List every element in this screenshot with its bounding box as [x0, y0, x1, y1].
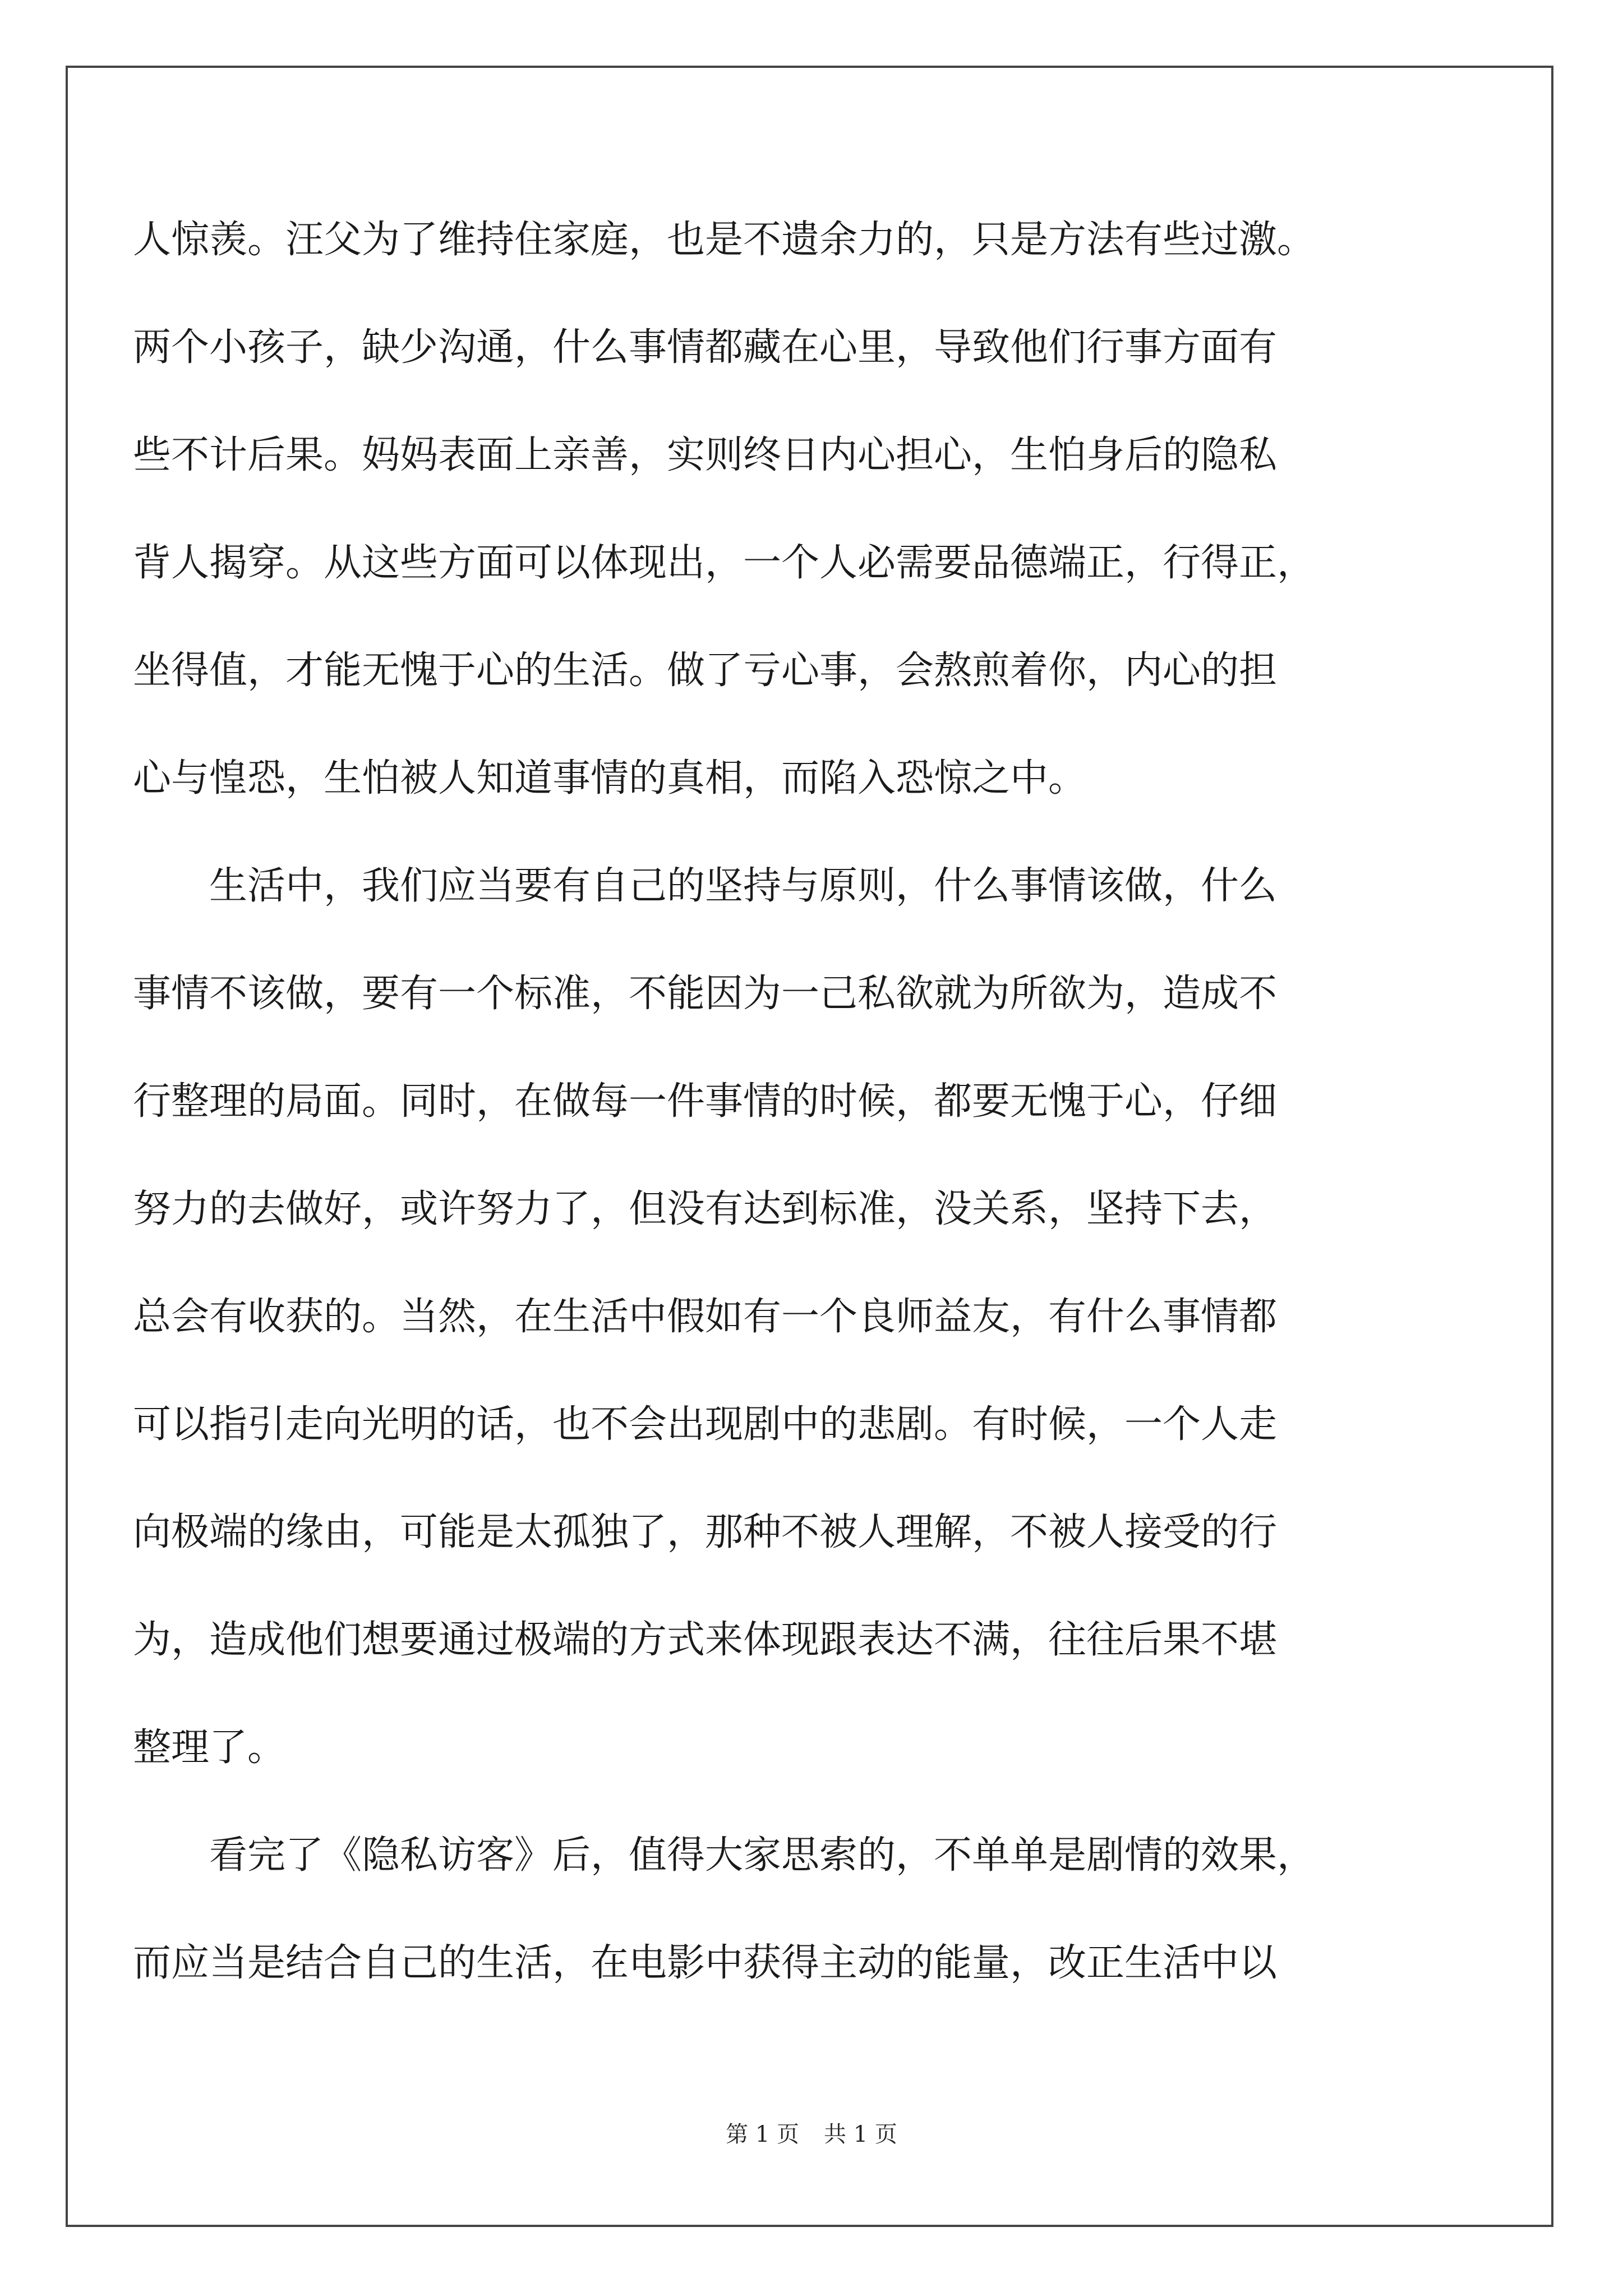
text-line: 些不计后果。妈妈表面上亲善，实则终日内心担心，生怕身后的隐私 [133, 433, 1278, 477]
text-line: 为，造成他们想要通过极端的方式来体现跟表达不满，往往后果不堪 [133, 1618, 1278, 1662]
text-line: 坐得值，才能无愧于心的生活。做了亏心事，会熬煎着你，内心的担 [133, 648, 1278, 693]
text-line: 而应当是结合自己的生活，在电影中获得主动的能量，改正生活中以 [133, 1941, 1278, 1985]
page-number: 第 1 页 [726, 2122, 799, 2147]
text-line: 整理了。 [133, 1726, 286, 1770]
page-total: 共 1 页 [824, 2122, 897, 2147]
text-line: 看完了《隐私访客》后，值得大家思索的，不单单是剧情的效果， [209, 1833, 1316, 1878]
text-line: 心与惶恐，生怕被人知道事情的真相，而陷入恐惊之中。 [133, 756, 1087, 800]
text-line: 两个小孩子，缺少沟通，什么事情都藏在心里，导致他们行事方面有 [133, 325, 1278, 370]
text-line: 事情不该做，要有一个标准，不能因为一己私欲就为所欲为，造成不 [133, 972, 1278, 1016]
page-frame [66, 66, 1553, 2227]
text-line: 生活中，我们应当要有自己的坚持与原则，什么事情该做，什么 [209, 864, 1278, 908]
text-line: 向极端的缘由，可能是太孤独了，那种不被人理解，不被人接受的行 [133, 1510, 1278, 1554]
page-footer [0, 2119, 1623, 2150]
text-line: 可以指引走向光明的话，也不会出现剧中的悲剧。有时候，一个人走 [133, 1402, 1278, 1447]
text-line: 背人揭穿。从这些方面可以体现出，一个人必需要品德端正，行得正， [133, 541, 1316, 585]
text-line: 努力的去做好，或许努力了，但没有达到标准，没关系，坚持下去， [133, 1187, 1278, 1231]
text-line: 总会有收获的。当然，在生活中假如有一个良师益友，有什么事情都 [133, 1295, 1278, 1339]
text-line: 人惊羡。汪父为了维持住家庭，也是不遗余力的，只是方法有些过激。 [133, 218, 1316, 262]
text-line: 行整理的局面。同时，在做每一件事情的时候，都要无愧于心，仔细 [133, 1079, 1278, 1124]
